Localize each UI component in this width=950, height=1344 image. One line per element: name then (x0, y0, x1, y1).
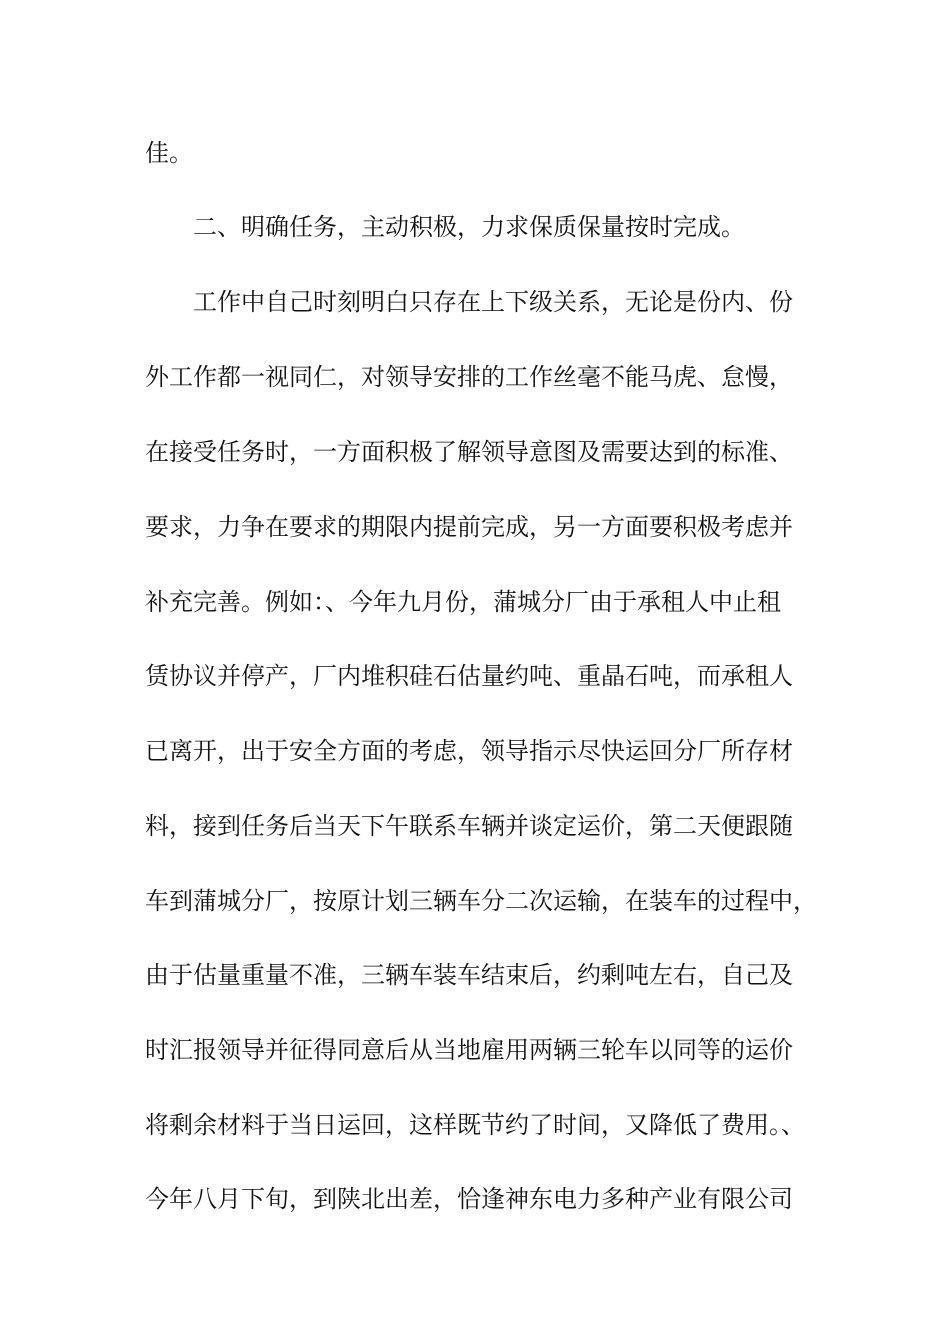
text-line: 车到蒲城分厂，按原计划三辆车分二次运输，在装车的过程中， (145, 887, 817, 915)
text-line: 外工作都一视同仁，对领导安排的工作丝毫不能马虎、怠慢， (145, 363, 793, 391)
text-line: 今年八月下旬，到陕北出差，恰逢神东电力多种产业有限公司 (145, 1185, 793, 1213)
text-line: 将剩余材料于当日运回，这样既节约了时间，又降低了费用。、 (145, 1111, 805, 1139)
text-line: 由于估量重量不准，三辆车装车结束后，约剩吨左右，自己及 (145, 961, 793, 989)
text-line: 时汇报领导并征得同意后从当地雇用两辆三轮车以同等的运价 (145, 1036, 793, 1064)
text-line: 工作中自己时刻明白只存在上下级关系，无论是份内、份 (193, 288, 793, 316)
text-line: 已离开，出于安全方面的考虑，领导指示尽快运回分厂所存材 (145, 737, 793, 765)
text-line: 在接受任务时，一方面积极了解领导意图及需要达到的标准、 (145, 438, 793, 466)
text-line: 赁协议并停产，厂内堆积硅石估量约吨、重晶石吨，而承租人 (145, 662, 793, 690)
text-line: 要求，力争在要求的期限内提前完成，另一方面要积极考虑并 (145, 513, 793, 541)
text-line: 佳。 (145, 139, 193, 167)
text-line: 补充完善。例如：、今年九月份，蒲城分厂由于承租人中止租 (145, 588, 781, 616)
text-line: 料，接到任务后当天下午联系车辆并谈定运价，第二天便跟随 (145, 812, 793, 840)
section-heading: 二、明确任务，主动积极，力求保质保量按时完成。 (193, 213, 745, 241)
